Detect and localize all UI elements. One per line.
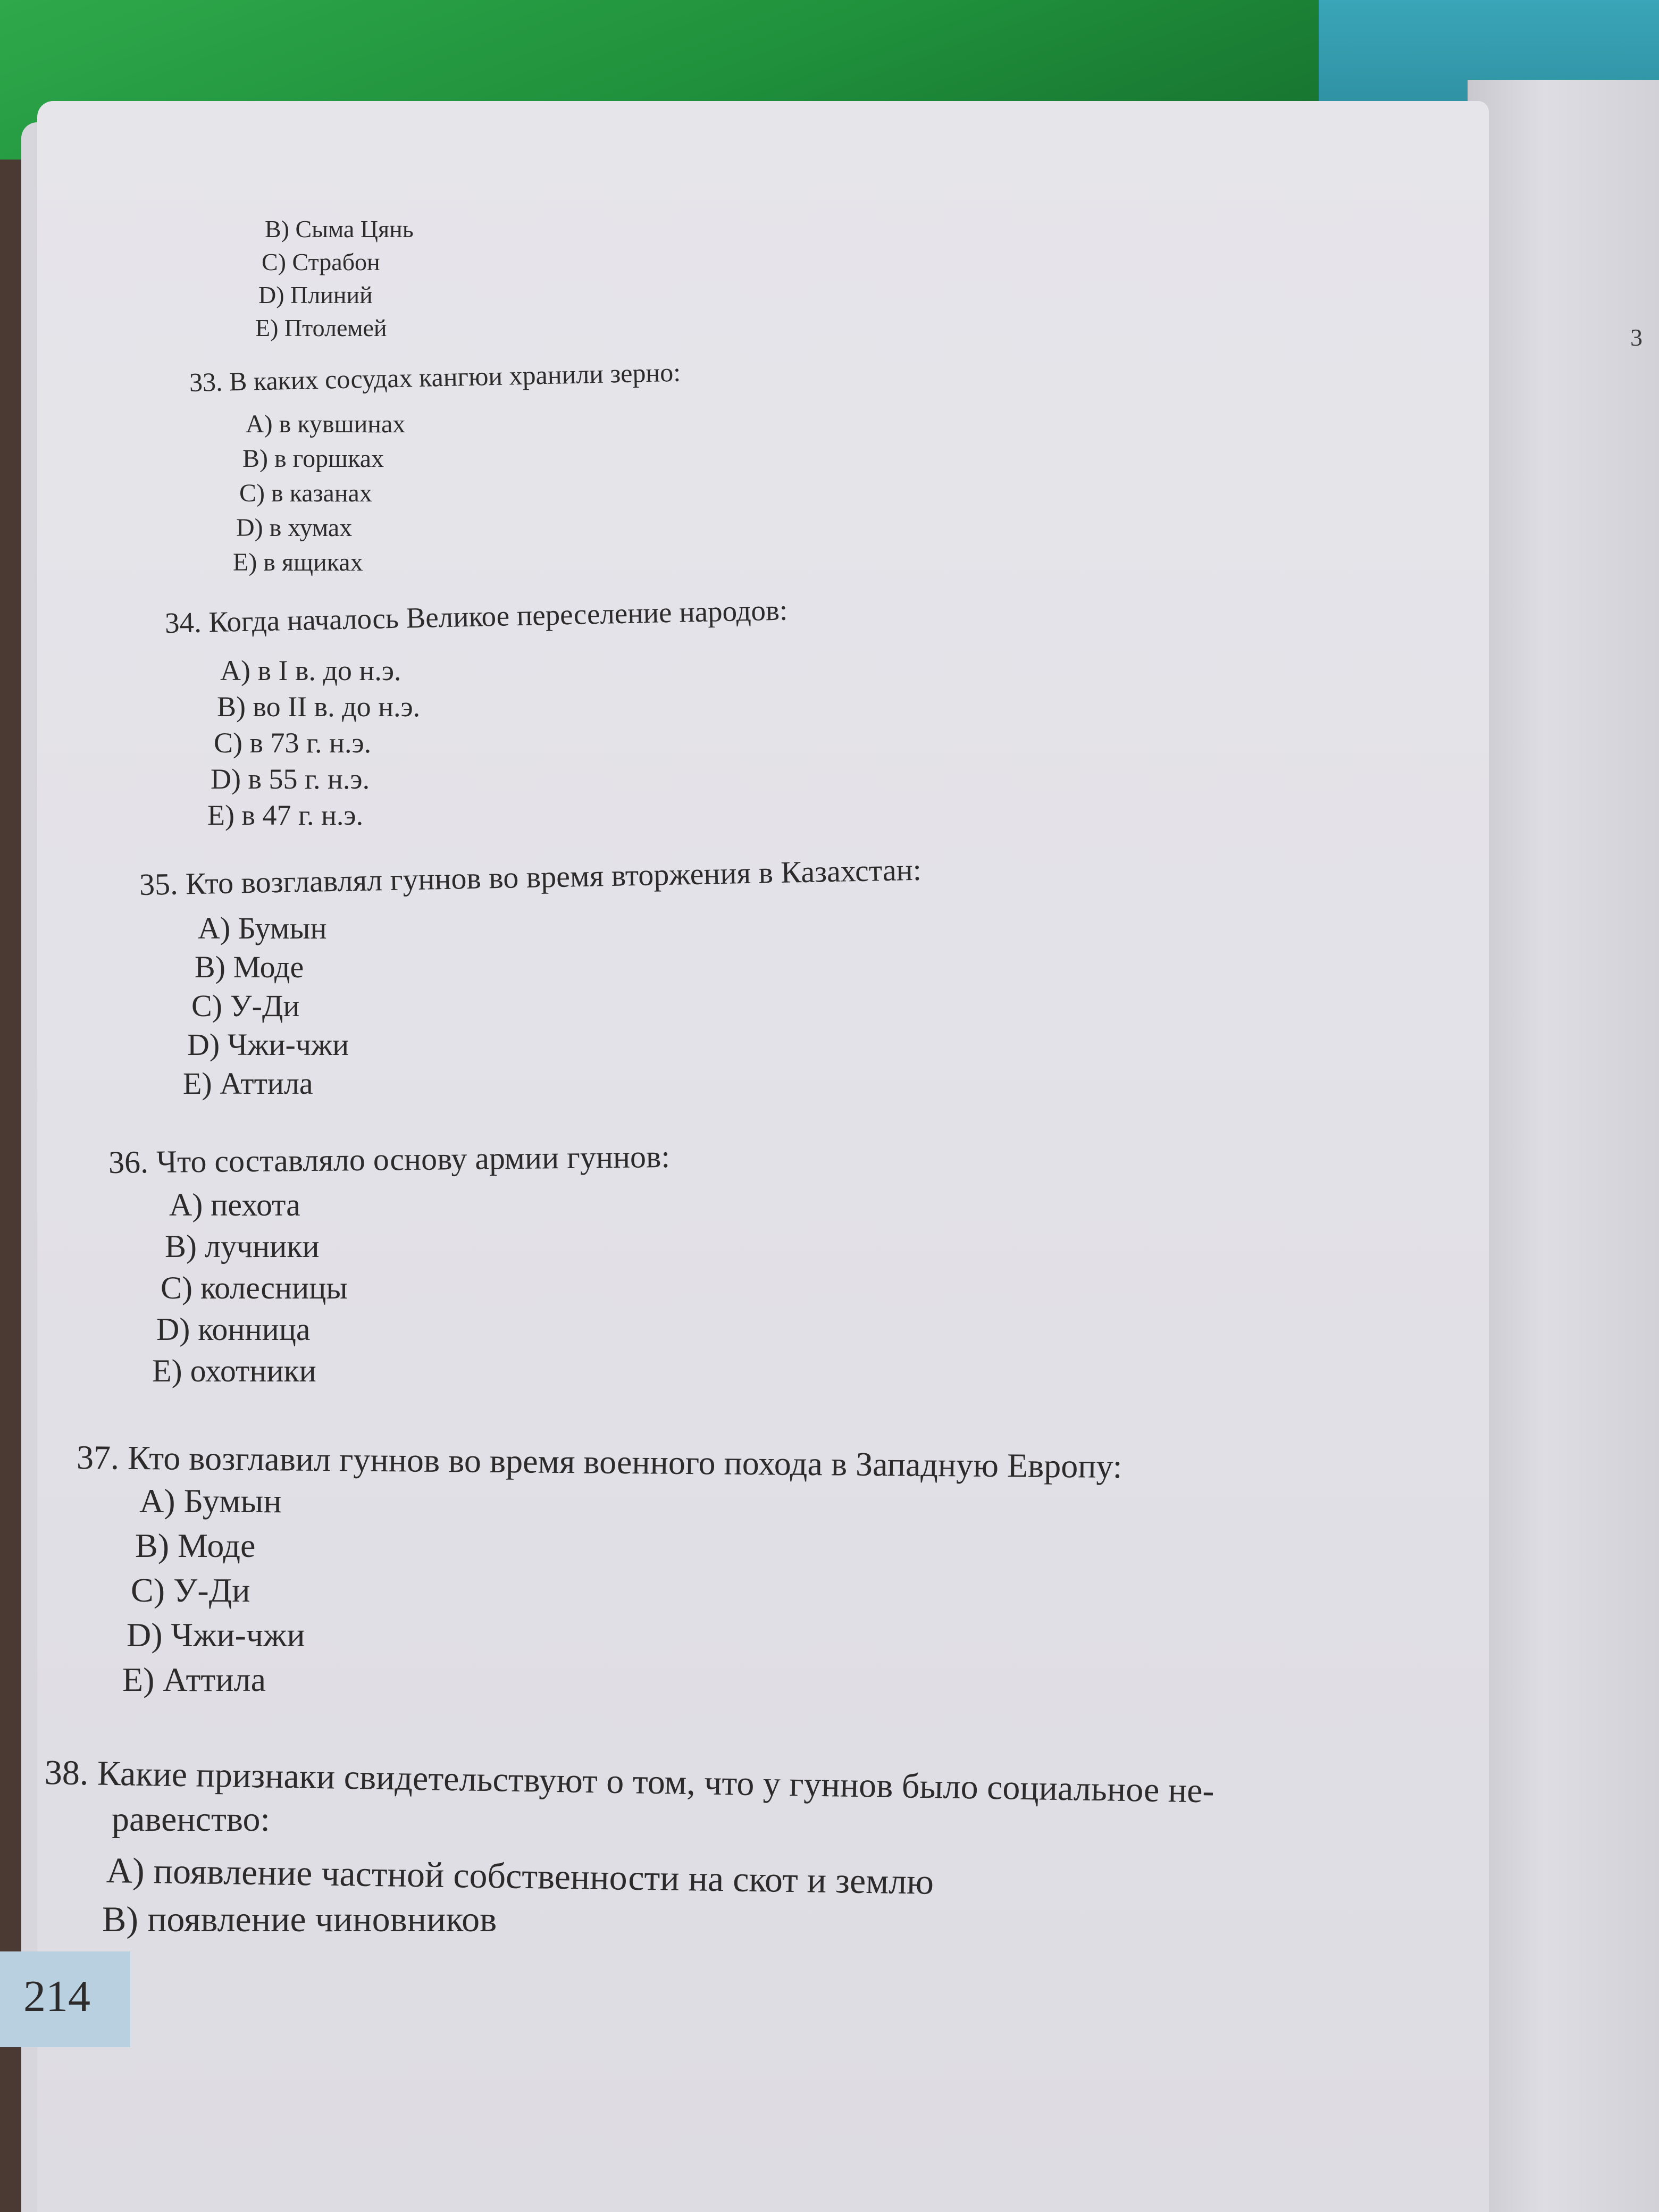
option: E) охотники — [152, 1353, 316, 1388]
question-34: 34. Когда началось Великое переселение народов: — [164, 593, 788, 639]
option: A) в кувшинах — [246, 410, 406, 438]
option: A) в I в. до н.э. — [220, 655, 401, 686]
option: E) Птолемей — [255, 314, 387, 341]
option: C) в 73 г. н.э. — [214, 727, 372, 759]
option: B) во II в. до н.э. — [217, 691, 421, 723]
option: A) появление частной собственности на скот и землю — [106, 1850, 934, 1902]
question-38-line-2: равенство: — [112, 1800, 270, 1839]
option: C) в казанах — [239, 479, 372, 507]
right-page-edge — [1468, 80, 1659, 2212]
option: E) в ящиках — [233, 548, 363, 576]
option: C) У-Ди — [191, 988, 300, 1023]
question-38-line-1: 38. Какие признаки свидетельствуют о том, что у гуннов было социальное не- — [44, 1753, 1215, 1811]
option: C) колесницы — [161, 1270, 348, 1305]
option: D) в 55 г. н.э. — [211, 763, 370, 795]
option: C) У-Ди — [131, 1571, 250, 1609]
option: D) Чжи-чжи — [127, 1616, 305, 1654]
question-33: 33. В каких сосудах кангюи хранили зерно: — [189, 357, 681, 397]
question-37: 37. Кто возглавил гуннов во время военного похода в Западную Европу: — [76, 1438, 1122, 1486]
option: E) в 47 г. н.э. — [207, 799, 364, 831]
option: D) в хумах — [236, 514, 353, 542]
option: B) лучники — [165, 1229, 320, 1264]
option: A) Бумын — [198, 911, 327, 945]
page-number: 214 — [23, 1972, 90, 2021]
question-36: 36. Что составляло основу армии гуннов: — [108, 1138, 671, 1180]
option: A) пехота — [169, 1187, 300, 1222]
right-page-number: 3 — [1630, 324, 1643, 351]
option: E) Аттила — [183, 1066, 313, 1101]
option: E) Аттила — [122, 1661, 266, 1698]
option: B) в горшках — [242, 445, 384, 473]
option: B) Моде — [135, 1527, 256, 1564]
option: C) Страбон — [262, 248, 380, 275]
option: B) появление чиновников — [102, 1899, 497, 1939]
option: B) Сыма Цянь — [265, 215, 414, 242]
question-35: 35. Кто возглавлял гуннов во время вторжения в Казахстан: — [139, 852, 922, 902]
option: D) Плиний — [258, 281, 373, 308]
option: D) Чжи-чжи — [187, 1027, 349, 1062]
option: D) конница — [156, 1312, 311, 1347]
option: B) Моде — [195, 950, 304, 984]
option: A) Бумын — [139, 1482, 282, 1520]
